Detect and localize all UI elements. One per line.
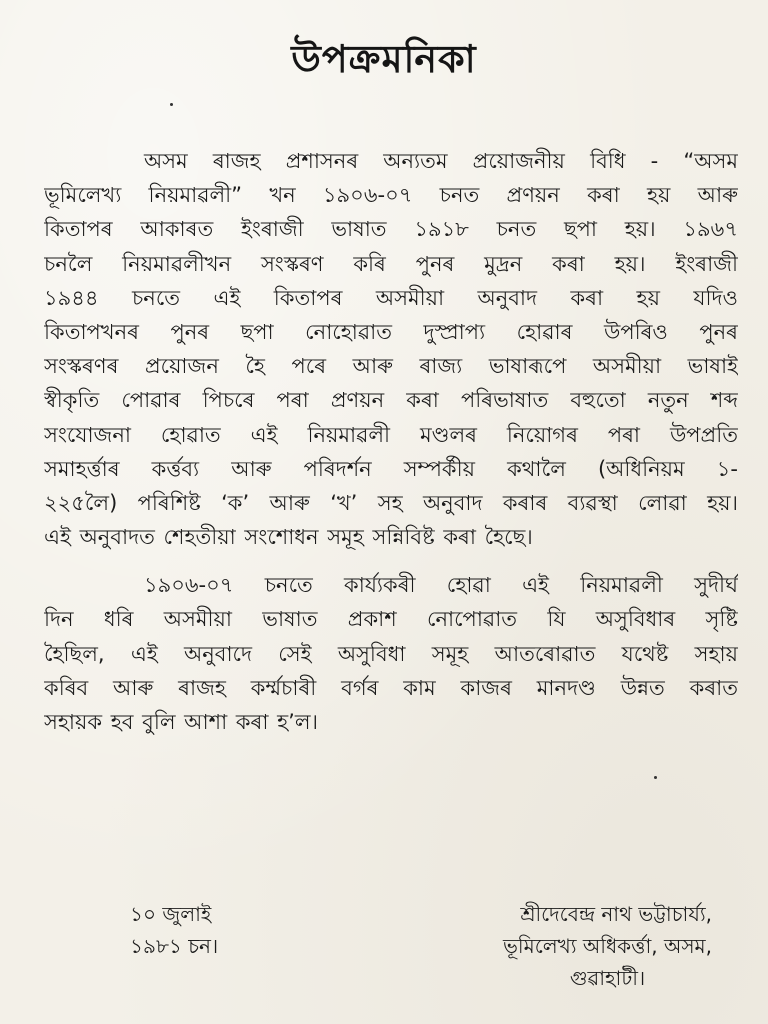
paragraph-line: চনলৈ নিয়মাৱলীখন সংস্কৰণ কৰি পুনৰ মুদ্ৰন কৰা হয়। ইংৰাজী (44, 251, 738, 276)
paragraph-line: কৰিব আৰু ৰাজহ কৰ্ম্মচাৰী বৰ্গৰ কাম কাজৰ মানদণ্ড উন্নত কৰাত (44, 675, 738, 700)
date-line: ১৯৮১ চন। (130, 934, 219, 958)
paper-speck (170, 103, 173, 106)
body-text (44, 144, 738, 739)
signature-block (503, 898, 712, 994)
paragraph-line: সহায়ক হব বুলি আশা কৰা হ’ল। (44, 710, 318, 734)
paper-speck (654, 776, 657, 779)
date-line: ১০ জুলাই (130, 902, 212, 926)
paragraph-line: দিন ধৰি অসমীয়া ভাষাত প্ৰকাশ নোপোৱাত যি অসুবিধাৰ সৃষ্টি (44, 607, 738, 632)
paragraph-line: ১৯৪৪ চনতে এই কিতাপৰ অসমীয়া অনুবাদ কৰা হয় যদিও (44, 285, 738, 310)
paragraph-line: অসম ৰাজহ প্ৰশাসনৰ অন্যতম প্ৰয়োজনীয় বিধি - “অসম (144, 149, 738, 173)
paragraph-gap (44, 554, 738, 568)
paragraph-line: ১৯০৬-০৭ চনতে কাৰ্য্যকৰী হোৱা এই নিয়মাৱলী সুদীৰ্ঘ (144, 573, 738, 598)
paragraph-line: হৈছিল, এই অনুবাদে সেই অসুবিধা সমূহ আতৰোৱাত যথেষ্ট সহায় (44, 641, 738, 666)
paragraph-line: কিতাপখনৰ পুনৰ ছপা নোহোৱাত দুস্প্ৰাপ্য হোৱাৰ উপৰিও পুনৰ (44, 319, 738, 344)
signatory-place: গুৱাহাটী। (569, 966, 646, 990)
paragraph-line: সংযোজনা হোৱাত এই নিয়মাৱলী মণ্ডলৰ নিয়োগৰ পৰা উপপ্ৰতি (44, 422, 738, 447)
paragraph-line: স্বীকৃতি পোৱাৰ পিচৰে পৰা প্ৰণয়ন কৰা পৰিভাষাত বহুতো নতুন শব্দ (44, 388, 738, 413)
paragraph-line: সংস্কৰণৰ প্ৰয়োজন হৈ পৰে আৰু ৰাজ্য ভাষাৰূপে অসমীয়া ভাষাই (44, 354, 738, 379)
page-title: উপক্ৰমনিকা (291, 37, 477, 81)
signatory-designation: ভূমিলেখ্য অধিকৰ্ত্তা, অসম, (502, 934, 712, 958)
paragraph-line: সমাহৰ্ত্তাৰ কৰ্ত্তব্য আৰু পৰিদৰ্শন সম্পৰ্কীয় কথালৈ (অধিনিয়ম ১- (44, 456, 738, 481)
paragraph-line: এই অনুবাদত শেহতীয়া সংশোধন সমূহ সন্নিবিষ্ট কৰা হৈছে। (44, 525, 533, 550)
paragraph-line: ২২৫লৈ) পৰিশিষ্ট ‘ক’ আৰু ‘খ’ সহ অনুবাদ কৰাৰ ব্যৱস্থা লোৱা হয়। (44, 490, 738, 515)
paragraph-line: কিতাপৰ আকাৰত ইংৰাজী ভাষাত ১৯১৮ চনত ছপা হয়। ১৯৬৭ (44, 217, 738, 242)
signatory-name: শ্ৰীদেবেন্দ্ৰ নাথ ভট্টাচাৰ্য্য, (520, 902, 712, 926)
footer-date (130, 898, 218, 962)
paragraph-line: ভূমিলেখ্য নিয়মাৱলী” খন ১৯০৬-০৭ চনত প্ৰণয়ন কৰা হয় আৰু (44, 183, 738, 208)
